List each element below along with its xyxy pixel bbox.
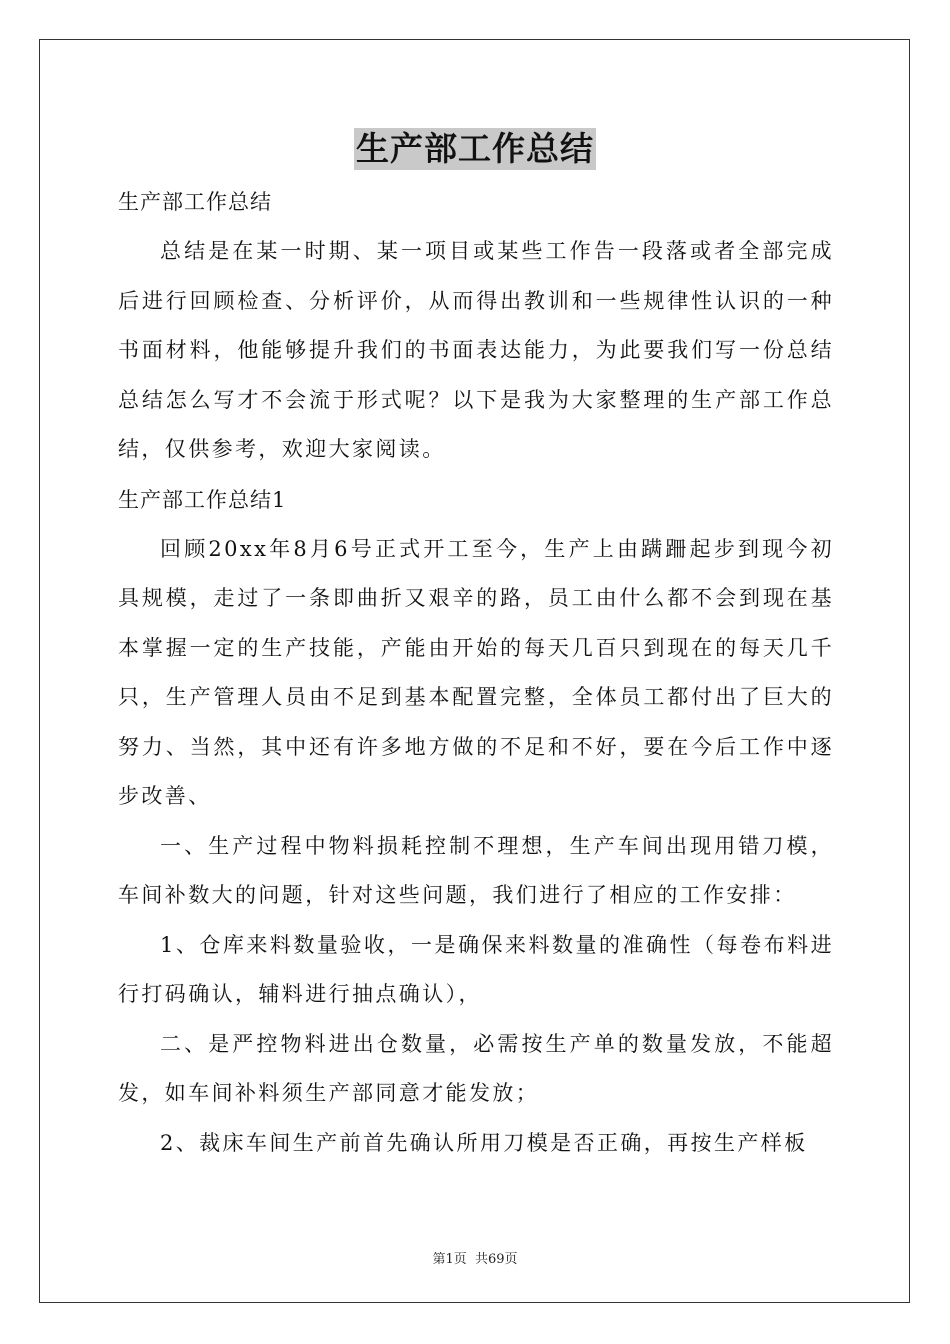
document-body bbox=[118, 177, 834, 1168]
section-paragraph-3: 1、仓库来料数量验收，一是确保来料数量的准确性（每卷布料进行打码确认，辅料进行抽点确认）， bbox=[118, 932, 834, 1006]
title-wrap bbox=[0, 128, 950, 170]
section-paragraph-5: 2、裁床车间生产前首先确认所用刀模是否正确，再按生产样板 bbox=[160, 1130, 808, 1155]
document-title: 生产部工作总结 bbox=[356, 129, 594, 168]
page-total: 共69页 bbox=[474, 1252, 518, 1267]
page-number: 第1页 bbox=[432, 1252, 467, 1267]
section-paragraph-4: 二、是严控物料进出仓数量，必需按生产单的数量发放，不能超发，如车间补料须生产部同意才能发放； bbox=[118, 1031, 834, 1105]
section-heading: 生产部工作总结1 bbox=[118, 487, 287, 512]
section-paragraph-1: 回顾20xx年8月6号正式开工至今，生产上由蹒跚起步到现今初具规模，走过了一条即曲折又艰辛的路，员工由什么都不会到现在基本掌握一定的生产技能，产能由开始的每天几百只到现在的每天几千只，生产管理人员由不足到基本配置完整，全体员工都付出了巨大的努力、当然，其中还有许多地方做的不足和不好，要在今后工作中逐步改善、 bbox=[118, 536, 834, 808]
intro-paragraph: 总结是在某一时期、某一项目或某些工作告一段落或者全部完成后进行回顾检查、分析评价，从而得出教训和一些规律性认识的一种书面材料，他能够提升我们的书面表达能力，为此要我们写一份总结总结怎么写才不会流于形式呢？以下是我为大家整理的生产部工作总结，仅供参考，欢迎大家阅读。 bbox=[118, 239, 834, 461]
section-paragraph-2: 一、生产过程中物料损耗控制不理想，生产车间出现用错刀模，车间补数大的问题，针对这些问题，我们进行了相应的工作安排： bbox=[118, 833, 834, 907]
page-footer bbox=[0, 1248, 950, 1267]
document-subtitle: 生产部工作总结 bbox=[118, 190, 272, 214]
